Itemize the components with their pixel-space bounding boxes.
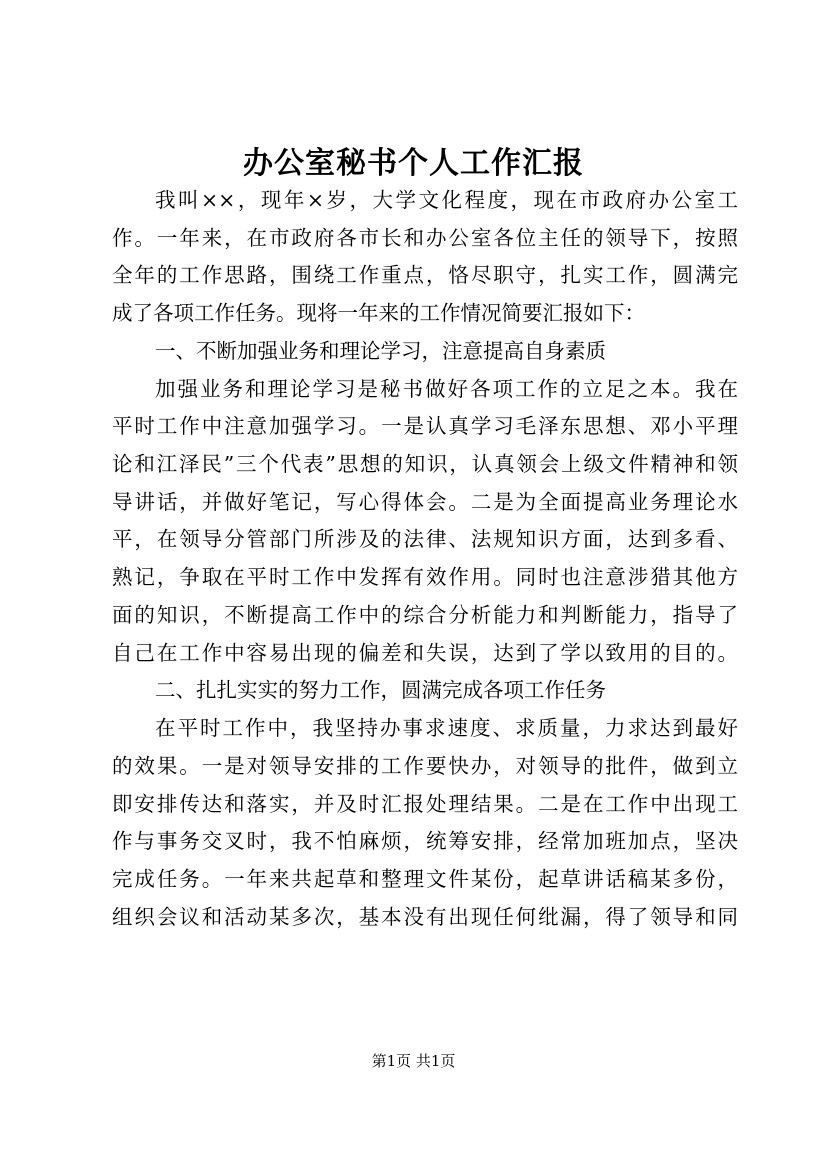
body-text-line: 二、扎扎实实的努力工作，圆满完成各项工作任务 (155, 678, 606, 703)
body-text-line: 完成任务。一年来共起草和整理文件某份，起草讲话稿某多份， (112, 866, 738, 891)
body-text-line: 我叫××，现年×岁，大学文化程度，现在市政府办公室工 (155, 188, 738, 212)
body-text-line: 作。一年来，在市政府各市长和办公室各位主任的领导下，按照 (112, 225, 738, 250)
body-text-line: 一、不断加强业务和理论学习，注意提高自身素质 (155, 338, 606, 363)
body-text-line: 作与事务交叉时，我不怕麻烦，统筹安排，经常加班加点，坚决 (112, 829, 738, 854)
body-text-line: 的效果。一是对领导安排的工作要快办，对领导的批件，做到立 (112, 753, 738, 778)
body-text-line: 论和江泽民”三个代表”思想的知识，认真领会上级文件精神和领 (112, 452, 738, 477)
body-text-line: 全年的工作思路，围绕工作重点，恪尽职守，扎实工作，圆满完 (112, 263, 738, 288)
body-text-line: 成了各项工作任务。现将一年来的工作情况简要汇报如下： (112, 301, 645, 326)
body-text-line: 导讲话，并做好笔记，写心得体会。二是为全面提高业务理论水 (112, 489, 738, 514)
document-body (112, 182, 738, 936)
body-text-line: 平时工作中注意加强学习。一是认真学习毛泽东思想、邓小平理 (112, 414, 738, 439)
body-text-line: 平，在领导分管部门所涉及的法律、法规知识方面，达到多看、 (112, 527, 738, 552)
body-text-line: 在平时工作中，我坚持办事求速度、求质量，力求达到最好 (155, 716, 738, 741)
body-text-line: 熟记，争取在平时工作中发挥有效作用。同时也注意涉猎其他方 (112, 565, 738, 590)
body-text-line: 即安排传达和落实，并及时汇报处理结果。二是在工作中出现工 (112, 791, 738, 816)
document-title: 办公室秘书个人工作汇报 (243, 146, 584, 181)
body-text-line: 组织会议和活动某多次，基本没有出现任何纰漏，得了领导和同 (112, 904, 738, 929)
body-text-line: 面的知识，不断提高工作中的综合分析能力和判断能力，指导了 (112, 602, 738, 627)
body-text-line: 自己在工作中容易出现的偏差和失误，达到了学以致用的目的。 (112, 640, 738, 665)
body-text-line: 加强业务和理论学习是秘书做好各项工作的立足之本。我在 (155, 376, 738, 401)
page-footer: 第1页 共1页 (371, 1052, 456, 1070)
